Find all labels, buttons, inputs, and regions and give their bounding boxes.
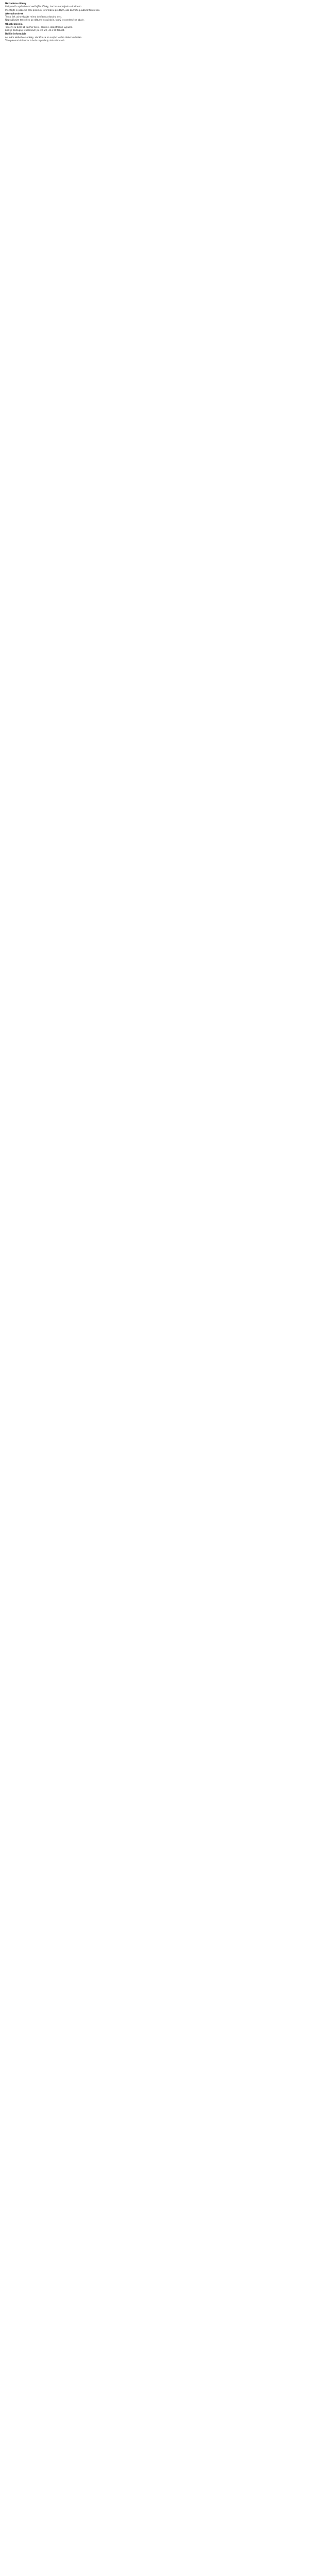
section xyxy=(5,32,294,42)
section xyxy=(5,23,294,32)
paragraph-line: Liek je dostupný v baleniach po 10, 20, 30 a 60 tabliet. xyxy=(5,28,65,31)
paragraph-line: Prečítajte si pozorne celú písomnú informáciu predtým, ako začnete používať tento liek. xyxy=(5,8,100,11)
section-heading: Ako uchovávať xyxy=(5,12,23,15)
section-heading: Nežiaduce účinky xyxy=(5,2,27,5)
paragraph-line: Ak máte akékoľvek otázky, obráťte sa na svojho lekára alebo lekárnika. xyxy=(5,36,82,39)
document-page xyxy=(0,0,294,42)
section xyxy=(5,2,294,11)
section-heading: Obsah balenia xyxy=(5,22,23,25)
paragraph-line: Tablety sú biele až takmer biele, okrúhle, obojstranne vypuklé. xyxy=(5,25,73,28)
paragraph-line: Táto písomná informácia bola naposledy aktualizovaná. xyxy=(5,39,65,42)
section-heading: Ďalšie informácie xyxy=(5,32,27,36)
paragraph-line: Tento liek uchovávajte mimo dohľadu a dosahu detí. xyxy=(5,15,62,19)
paragraph-line: Nepoužívajte tento liek po dátume exspirácie, ktorý je uvedený na obale. xyxy=(5,19,84,22)
paragraph-line: Lieky môžu spôsobovať vedľajšie účinky, hoci sa neprejavia u každého. xyxy=(5,5,82,8)
section xyxy=(5,12,294,22)
